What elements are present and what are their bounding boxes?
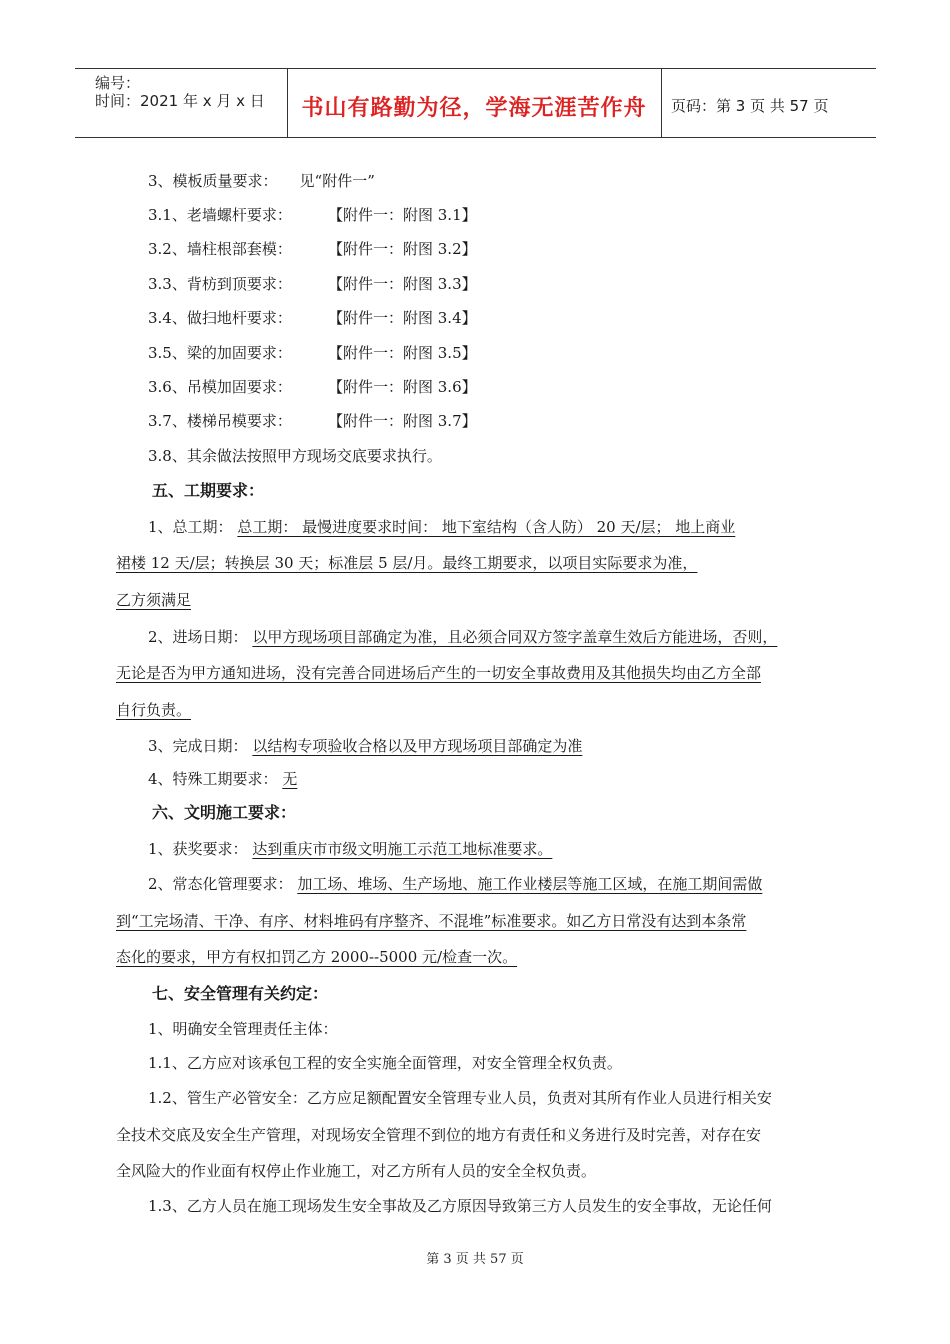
completion-date-value: 以结构专项验收合格以及甲方现场项目部确定为准 bbox=[252, 737, 583, 755]
routine-mgmt-line bbox=[148, 874, 762, 894]
entry-date-label: 2、进场日期： bbox=[148, 628, 248, 646]
header-meta bbox=[75, 69, 288, 137]
header-motto: 书山有路勤为径，学海无涯苦作舟 bbox=[301, 96, 647, 121]
award-label: 1、获奖要求： bbox=[148, 840, 248, 858]
safety-line-6: 1.3、乙方人员在施工现场发生安全事故及乙方原因导致第三方人员发生的安全事故，无论任何 bbox=[148, 1197, 772, 1215]
award-line bbox=[148, 839, 552, 859]
entry-date-line-3: 自行负责。 bbox=[116, 701, 192, 719]
doc-number-label: 编号： bbox=[95, 74, 141, 92]
template-quality-label: 3、模板质量要求： bbox=[148, 172, 278, 190]
safety-line-4: 全技术交底及安全生产管理，对现场安全管理不到位的地方有责任和义务进行及时完善，对存在安 bbox=[116, 1126, 762, 1144]
total-schedule-value: 总工期： 最慢进度要求时间： 地下室结构（含人防） 20 天/层； 地上商业 bbox=[237, 518, 736, 536]
page-footer: 第 3 页 共 57 页 bbox=[426, 1252, 524, 1267]
total-schedule-line bbox=[148, 517, 735, 537]
other-methods-line: 3.8、其余做法按照甲方现场交底要求执行。 bbox=[148, 447, 442, 465]
header-motto-cell bbox=[287, 69, 662, 137]
safety-line-2: 1.1、乙方应对该承包工程的安全实施全面管理，对安全管理全权负责。 bbox=[148, 1054, 622, 1072]
list-item: 3.6、吊模加固要求： 【附件一：附图 3.6】 bbox=[148, 378, 477, 396]
total-schedule-line-2: 裙楼 12 天/层；转换层 30 天；标准层 5 层/月。最终工期要求，以项目实际要求为准， bbox=[116, 554, 698, 572]
completion-date-label: 3、完成日期： bbox=[148, 737, 248, 755]
entry-date-line bbox=[148, 627, 777, 647]
list-item: 3.5、梁的加固要求： 【附件一：附图 3.5】 bbox=[148, 344, 477, 362]
special-schedule-line bbox=[148, 769, 297, 789]
routine-mgmt-line-2: 到“工完场清、干净、有序、材料堆码有序整齐、不混堆”标准要求。如乙方日常没有达到本条常 bbox=[116, 912, 747, 930]
routine-mgmt-label: 2、常态化管理要求： bbox=[148, 875, 293, 893]
list-item: 3.7、楼梯吊模要求： 【附件一：附图 3.7】 bbox=[148, 412, 477, 430]
header-page-info: 页码：第 3 页 共 57 页 bbox=[671, 97, 829, 115]
special-schedule-value: 无 bbox=[282, 770, 298, 788]
completion-date-line bbox=[148, 736, 582, 756]
section-title-schedule: 五、工期要求： bbox=[152, 481, 265, 500]
section-title-safety: 七、安全管理有关约定： bbox=[152, 984, 329, 1003]
entry-date-value: 以甲方现场项目部确定为准，且必须合同双方签字盖章生效后方能进场，否则， bbox=[252, 628, 778, 646]
routine-mgmt-value: 加工场、堆场、生产场地、施工作业楼层等施工区域，在施工期间需做 bbox=[297, 875, 763, 893]
section-title-civilized: 六、文明施工要求： bbox=[152, 803, 297, 822]
entry-date-line-2: 无论是否为甲方通知进场，没有完善合同进场后产生的一切安全事故费用及其他损失均由乙方全部 bbox=[116, 664, 762, 682]
doc-time-label: 时间：2021 年 x 月 x 日 bbox=[95, 92, 265, 110]
routine-mgmt-line-3: 态化的要求，甲方有权扣罚乙方 2000--5000 元/检查一次。 bbox=[116, 948, 518, 966]
template-quality-ref: 见“附件一” bbox=[299, 172, 375, 190]
total-schedule-line-3: 乙方须满足 bbox=[116, 591, 192, 609]
page-header bbox=[75, 68, 876, 138]
total-schedule-label: 1、总工期： bbox=[148, 518, 233, 536]
list-item: 3.3、背枋到顶要求： 【附件一：附图 3.3】 bbox=[148, 275, 477, 293]
list-item: 3.2、墙柱根部套模： 【附件一：附图 3.2】 bbox=[148, 240, 477, 258]
special-schedule-label: 4、特殊工期要求： bbox=[148, 770, 278, 788]
safety-line-3: 1.2、管生产必管安全：乙方应足额配置安全管理专业人员，负责对其所有作业人员进行相关安 bbox=[148, 1089, 772, 1107]
list-item: 3.1、老墙螺杆要求： 【附件一：附图 3.1】 bbox=[148, 206, 477, 224]
safety-line-1: 1、明确安全管理责任主体： bbox=[148, 1020, 338, 1038]
template-quality-line bbox=[148, 171, 375, 191]
header-page-cell bbox=[661, 69, 876, 137]
list-item: 3.4、做扫地杆要求： 【附件一：附图 3.4】 bbox=[148, 309, 477, 327]
award-value: 达到重庆市市级文明施工示范工地标准要求。 bbox=[252, 840, 553, 858]
safety-line-5: 全风险大的作业面有权停止作业施工，对乙方所有人员的安全全权负责。 bbox=[116, 1162, 597, 1180]
